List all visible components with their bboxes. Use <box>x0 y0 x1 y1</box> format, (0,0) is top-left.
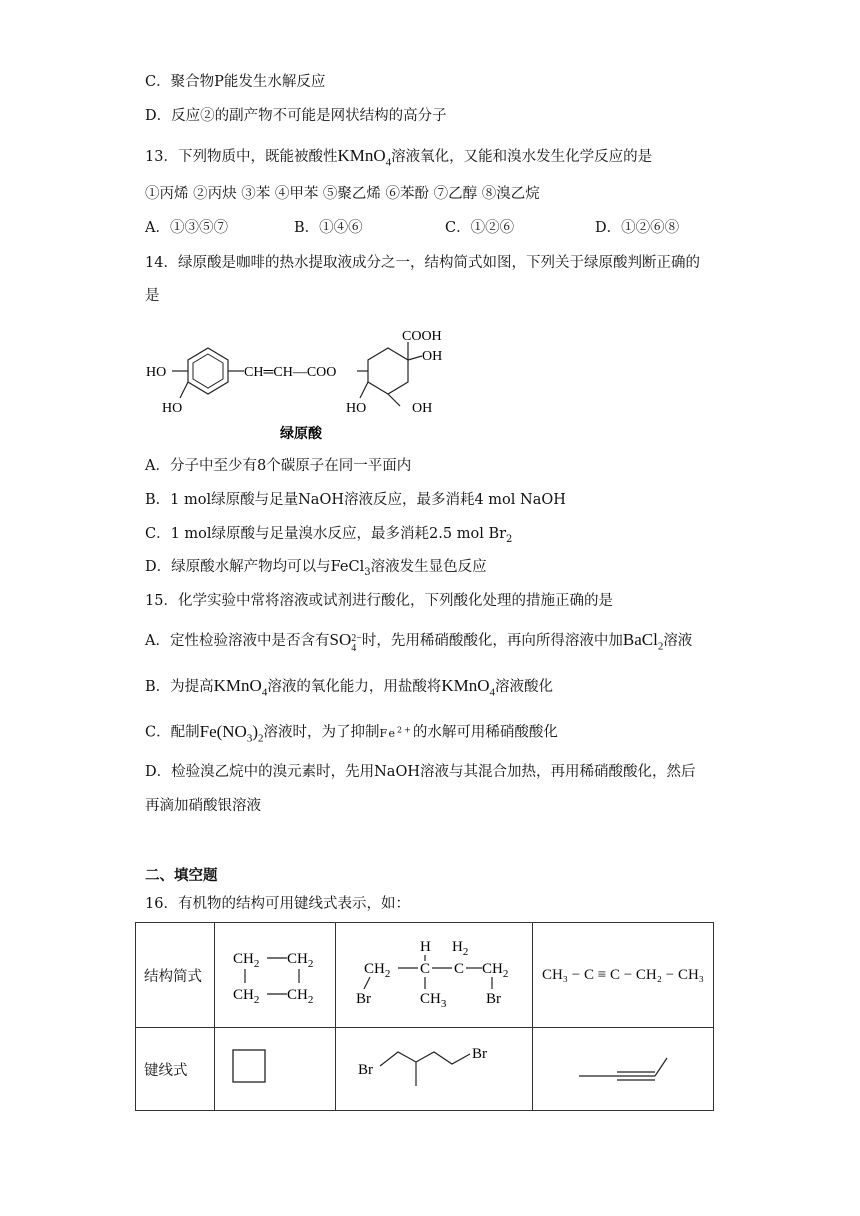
q16-stem: 16．有机物的结构可用键线式表示，如： <box>145 896 410 912</box>
oh-ring-top: OH <box>422 349 443 364</box>
pentyne-skeletal <box>533 1028 713 1106</box>
q14-option-c <box>145 524 512 550</box>
db-h2: $H_2$ <box>452 939 469 958</box>
ho-upper: HO <box>146 365 167 380</box>
iron-nitrate-formula <box>199 721 264 745</box>
q15-option-a-pre: A．定性检验溶液中是否含有 <box>145 633 330 649</box>
cb-ch2-tr: $CH_2$ <box>287 951 314 970</box>
dibromo-structural-cell <box>336 923 533 1028</box>
cyclobutane-skeletal <box>215 1028 335 1106</box>
bacl2-formula <box>622 630 664 653</box>
fe2-ion <box>380 727 413 740</box>
q15-stem: 15．化学实验中常将溶液或试剂进行酸化，下列酸化处理的措施正确的是 <box>145 593 613 609</box>
db-br-right: Br <box>486 991 501 1007</box>
cb-ch2-bl: $CH_2$ <box>233 987 260 1006</box>
kmno4-subscript-1: 4 <box>261 686 268 699</box>
table-row <box>136 923 714 1028</box>
fe2-text: Fe <box>379 726 398 740</box>
q12-option-c: C．聚合物P能发生水解反应 <box>145 74 326 90</box>
q15-option-c-post: 的水解可用稀硝酸酸化 <box>412 724 558 741</box>
chlorogenic-acid-structure <box>140 320 480 445</box>
q15-option-a <box>145 630 692 656</box>
dibromo-skeletal <box>336 1028 532 1106</box>
q14-option-a: A．分子中至少有8个碳原子在同一平面内 <box>145 458 412 474</box>
feno3-subscript-3: 3 <box>246 732 253 745</box>
db-ch3: $CH_3$ <box>420 991 447 1010</box>
kmno4-text-1: KMnO <box>213 676 262 695</box>
q13-stem-post: 溶液氧化，又能和溴水发生化学反应的是 <box>391 149 653 165</box>
q13-option-c: C．①②⑥ <box>445 220 515 236</box>
pentyne-formula: CH₃ − C ≡ C − CH₂ − CH₃ <box>541 966 705 983</box>
q12-option-d: D．反应②的副产物不可能是网状结构的高分子 <box>145 108 447 124</box>
db-h: H <box>420 939 431 955</box>
oh-ring-bottom: OH <box>412 401 433 416</box>
sk-br-right: Br <box>472 1046 487 1062</box>
benzene-inner-ring <box>193 354 223 388</box>
q15-option-b-post: 溶液酸化 <box>495 679 553 695</box>
dibromo-skeletal-cell <box>336 1028 533 1111</box>
cb-ch2-tl: $CH_2$ <box>233 951 260 970</box>
db-ch2-left: $CH_2$ <box>364 961 391 980</box>
q15-option-c <box>145 720 558 748</box>
q15-option-d-line2: 再滴加硝酸银溶液 <box>145 798 261 814</box>
section-title: 二、填空题 <box>145 867 218 884</box>
row-label-structural: 结构简式 <box>136 923 215 1028</box>
kmno4-text-2: KMnO <box>441 676 490 695</box>
q14-option-b: B．1 mol绿原酸与足量NaOH溶液反应，最多消耗4 mol NaOH <box>145 492 566 508</box>
cyclobutane-skeletal-cell <box>215 1028 336 1111</box>
bacl2-text: BaCl <box>622 630 658 649</box>
pentyne-structural-cell <box>533 923 714 1028</box>
q15-option-b-mid: 溶液的氧化能力，用盐酸将 <box>267 679 442 695</box>
cooh-group: COOH <box>402 329 442 344</box>
ho-ring-bottom: HO <box>346 401 367 416</box>
q13-stem <box>145 146 652 172</box>
feno3-subscript-2: 2 <box>258 732 264 745</box>
fecl3-subscript: 3 <box>364 566 371 578</box>
q15-option-b <box>145 676 553 702</box>
benzene-ring <box>188 348 228 394</box>
q13-stem-pre: 13．下列物质中，既能被酸性 <box>145 149 338 165</box>
pentyne-skeletal-cell <box>533 1028 714 1111</box>
q15-option-a-post: 溶液 <box>663 633 693 649</box>
dibromo-structural <box>336 923 532 1023</box>
q15-option-c-pre: C．配制 <box>145 724 200 741</box>
table-row <box>136 1028 714 1111</box>
q15-option-a-mid: 时，先用稀硝酸酸化，再向所得溶液中加 <box>361 633 623 649</box>
cb-ch2-br: $CH_2$ <box>287 987 314 1006</box>
structure-table <box>135 922 714 1111</box>
q14-option-d-pre: D．绿原酸水解产物均可以与FeCl <box>145 559 365 575</box>
kmno4-formula <box>337 146 392 169</box>
kmno4-formula-2 <box>441 676 495 699</box>
cyclohexane-ring <box>368 348 408 394</box>
q14-option-c-text: C．1 mol绿原酸与足量溴水反应，最多消耗2.5 mol Br <box>145 526 507 542</box>
q13-option-d: D．①②⑥⑧ <box>595 220 680 236</box>
q14-stem-line2: 是 <box>145 288 160 304</box>
kmno4-text: KMnO <box>337 146 386 165</box>
ho-lower: HO <box>162 401 183 416</box>
so4-superscript: 2− <box>351 633 362 644</box>
db-br-left: Br <box>356 991 371 1007</box>
fe2-superscript: 2+ <box>397 725 413 734</box>
db-c2: C <box>454 961 465 977</box>
so4-text: SO <box>329 630 352 649</box>
feno3-close: ) <box>252 721 258 741</box>
q13-items: ①丙烯 ②丙炔 ③苯 ④甲苯 ⑤聚乙烯 ⑥苯酚 ⑦乙醇 ⑧溴乙烷 <box>145 186 540 202</box>
bacl2-subscript: 2 <box>657 640 664 653</box>
q13-option-a: A．①③⑤⑦ <box>145 220 228 236</box>
q14-option-d <box>145 557 487 583</box>
q14-stem-line1: 14．绿原酸是咖啡的热水提取液成分之一，结构简式如图，下列关于绿原酸判断正确的 <box>145 255 700 271</box>
vinyl-ester-chain: CH═CH—COO <box>244 365 337 380</box>
row-label-skeletal: 键线式 <box>136 1028 215 1111</box>
q15-option-b-pre: B．为提高 <box>145 679 214 695</box>
q13-option-b: B．①④⑥ <box>294 220 363 236</box>
kmno4-formula-1 <box>213 676 268 699</box>
kmno4-subscript: 4 <box>385 156 392 169</box>
feno3-text: Fe(NO <box>199 721 247 741</box>
br2-subscript: 2 <box>506 533 513 545</box>
sk-br-left: Br <box>358 1062 373 1078</box>
q15-option-c-mid: 溶液时，为了抑制 <box>263 724 380 741</box>
db-ch2-right: $CH_2$ <box>482 961 509 980</box>
db-c1: C <box>420 961 431 977</box>
q15-option-d-line1: D．检验溴乙烷中的溴元素时，先用NaOH溶液与其混合加热，再用稀硝酸酸化，然后 <box>145 764 696 780</box>
so4-subscript: 4 <box>351 643 357 654</box>
q14-option-d-post: 溶液发生显色反应 <box>370 559 487 575</box>
structure-caption: 绿原酸 <box>280 426 322 442</box>
cyclobutane-structural-cell <box>215 923 336 1028</box>
cyclobutane-structural <box>215 923 335 1023</box>
sulfate-formula <box>329 630 362 654</box>
kmno4-subscript-2: 4 <box>489 686 495 699</box>
